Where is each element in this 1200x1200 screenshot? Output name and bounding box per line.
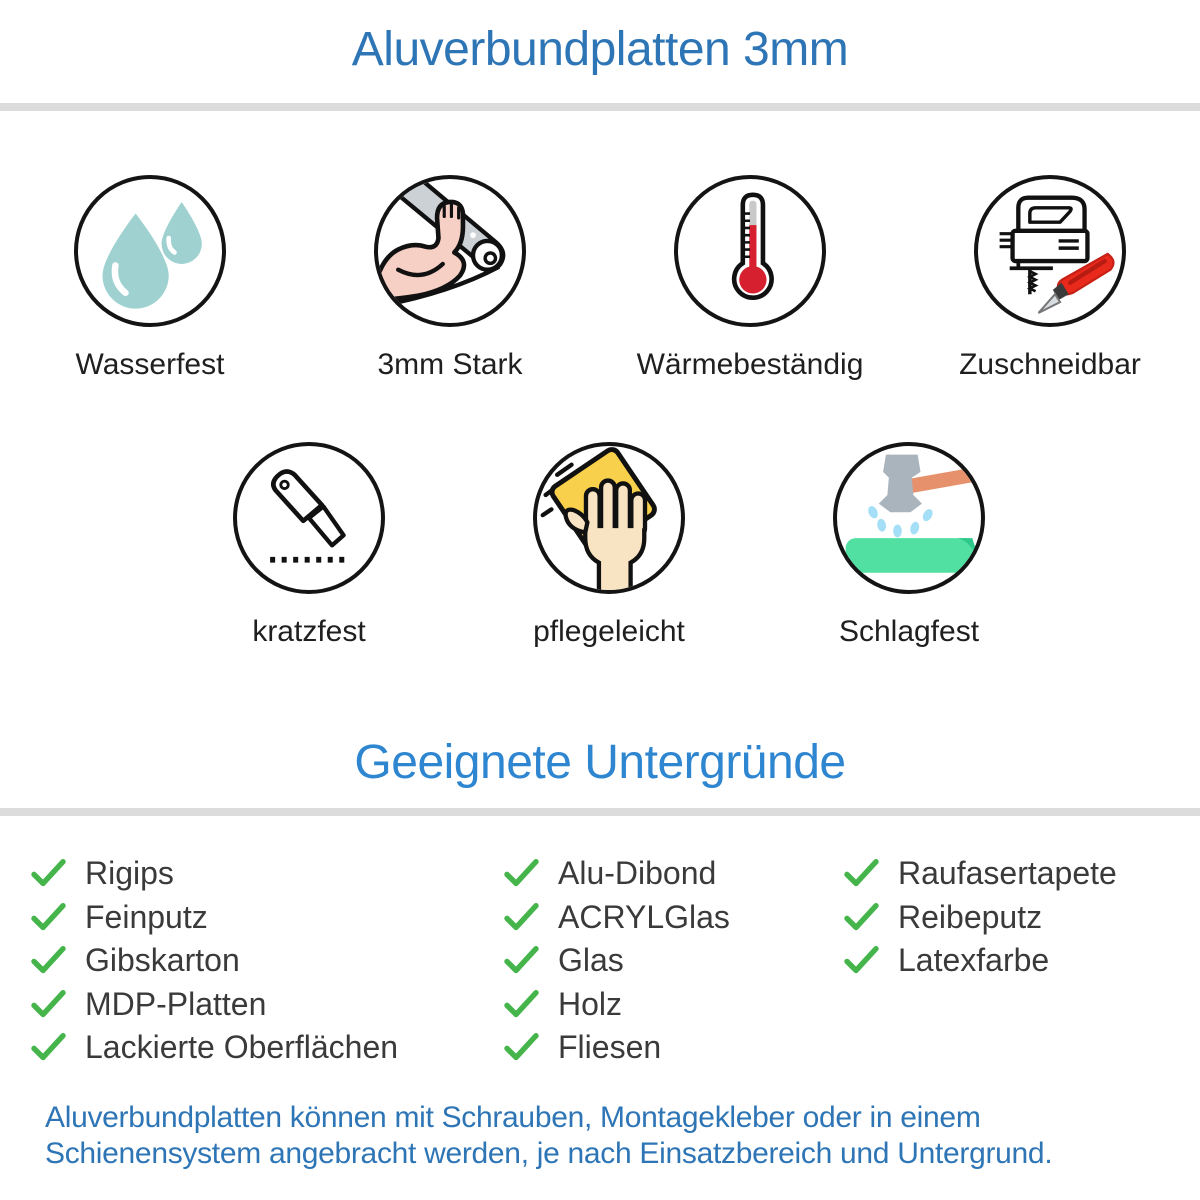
- mounting-note: [45, 1100, 1200, 1173]
- list-item: [30, 939, 503, 983]
- substrate-label: Fliesen: [558, 1029, 662, 1066]
- checkmark-icon: [503, 903, 540, 932]
- list-item: [503, 939, 843, 983]
- feature-zuschneidbar: [900, 175, 1200, 382]
- features-row-1: [0, 175, 1200, 382]
- jigsaw-icon: [974, 175, 1126, 327]
- list-item: [503, 896, 843, 940]
- substrate-label: MDP-Platten: [85, 985, 267, 1022]
- mounting-note-line-2: Schienensystem angebracht werden, je nach Einsatzbereich und Untergrund.: [45, 1137, 1053, 1170]
- substrate-label: Latexfarbe: [898, 942, 1050, 979]
- list-item: [843, 939, 1200, 983]
- feature-label: pflegeleicht: [533, 615, 685, 648]
- feature-3mm-stark: [300, 175, 600, 382]
- list-item: [30, 852, 503, 896]
- feature-label: Schlagfest: [838, 615, 980, 648]
- list-item: [30, 983, 503, 1027]
- list-item: [503, 852, 843, 896]
- feature-label: kratzfest: [252, 615, 366, 648]
- checkmark-icon: [30, 990, 67, 1019]
- checkmark-icon: [30, 946, 67, 975]
- mounting-note-line-1: Aluverbundplatten können mit Schrauben, Montagekleber oder in einem: [45, 1100, 981, 1134]
- substrates-list: [0, 816, 1200, 1070]
- checkmark-icon: [503, 859, 540, 888]
- substrate-label: Rigips: [85, 855, 174, 892]
- checkmark-icon: [30, 903, 67, 932]
- divider: [0, 103, 1200, 111]
- feature-kratzfest: [159, 442, 459, 649]
- list-item: [30, 1026, 503, 1070]
- list-item: [503, 983, 843, 1027]
- feature-schlagfest: [759, 442, 1059, 649]
- feature-label: 3mm Stark: [377, 348, 523, 381]
- substrate-label: Lackierte Oberflächen: [85, 1029, 399, 1066]
- feature-pflegeleicht: [459, 442, 759, 649]
- hammer-impact-icon: [833, 442, 985, 594]
- list-item: [30, 896, 503, 940]
- feature-label: Wärmebeständig: [636, 348, 864, 381]
- utility-knife-icon: [233, 442, 385, 594]
- page-title: Aluverbundplatten 3mm: [351, 23, 849, 76]
- divider: [0, 808, 1200, 816]
- checkmark-icon: [843, 946, 880, 975]
- checkmark-icon: [843, 859, 880, 888]
- feature-label: Wasserfest: [75, 348, 225, 381]
- features-row-2: [0, 442, 1200, 649]
- checkmark-icon: [30, 1033, 67, 1062]
- substrate-label: Raufasertapete: [898, 855, 1117, 892]
- checkmark-icon: [503, 990, 540, 1019]
- feature-wasserfest: [0, 175, 300, 382]
- checkmark-icon: [30, 859, 67, 888]
- checkmark-icon: [503, 1033, 540, 1062]
- substrate-label: Alu-Dibond: [558, 855, 717, 892]
- substrates-column-2: [503, 852, 843, 1070]
- substrates-column-1: [30, 852, 503, 1070]
- substrate-label: Gibskarton: [85, 942, 240, 979]
- substrate-label: Reibeputz: [898, 898, 1043, 935]
- substrate-label: Holz: [558, 985, 623, 1022]
- substrate-label: ACRYLGlas: [558, 898, 730, 935]
- list-item: [843, 896, 1200, 940]
- checkmark-icon: [503, 946, 540, 975]
- checkmark-icon: [843, 903, 880, 932]
- section-title: Geeignete Untergründe: [354, 736, 846, 789]
- water-drops-icon: [74, 175, 226, 327]
- substrate-label: Feinputz: [85, 898, 208, 935]
- thermometer-icon: [674, 175, 826, 327]
- feature-waermebestaendig: [600, 175, 900, 382]
- cleaning-hand-icon: [533, 442, 685, 594]
- substrates-column-3: [843, 852, 1200, 1070]
- substrate-label: Glas: [558, 942, 624, 979]
- feature-label: Zuschneidbar: [959, 348, 1141, 381]
- list-item: [843, 852, 1200, 896]
- flexed-arm-icon: [374, 175, 526, 327]
- list-item: [503, 1026, 843, 1070]
